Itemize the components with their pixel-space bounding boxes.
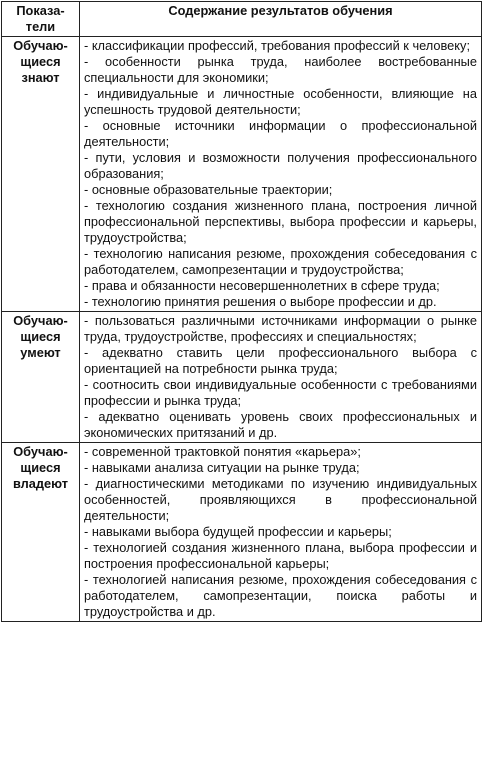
list-item: - классификации профессий, требования профессий к человеку;	[84, 38, 470, 53]
list-item: - современной трактовкой понятия «карьера»;	[84, 444, 361, 459]
list-item: - основные образовательные траектории;	[84, 182, 333, 197]
list-item: - права и обязанности несовершеннолетних в сфере труда;	[84, 278, 440, 293]
content-header: Содержание результатов обучения	[80, 2, 482, 37]
content-master	[80, 443, 482, 622]
indicators-header: Показа- тели	[2, 2, 80, 37]
indicator-know: Обучаю- щиеся знают	[2, 37, 80, 312]
list-item: - индивидуальные и личностные особенности, влияющие на успешность трудовой деятельности;	[84, 86, 477, 117]
list-item: - пути, условия и возможности получения профессионального образования;	[84, 150, 477, 181]
table-row-can	[2, 312, 482, 443]
list-item: - адекватно оценивать уровень своих профессиональных и экономических притязаний и др.	[84, 409, 477, 440]
table-header-row	[2, 2, 482, 37]
content-can	[80, 312, 482, 443]
list-item: - особенности рынка труда, наиболее востребованные специальности для экономики;	[84, 54, 477, 85]
list-item: - технологию написания резюме, прохождения собеседования с работодателем, самопрезентации и трудоустройства;	[84, 246, 477, 277]
indicator-can: Обучаю- щиеся умеют	[2, 312, 80, 443]
list-item: - технологией создания жизненного плана, выбора профессии и построения профессиональной карьеры;	[84, 540, 477, 571]
list-item: - навыками анализа ситуации на рынке труда;	[84, 460, 360, 475]
table-row-know	[2, 37, 482, 312]
content-know	[80, 37, 482, 312]
list-item: - основные источники информации о профессиональной деятельности;	[84, 118, 477, 149]
list-item: - адекватно ставить цели профессионального выбора с ориентацией на потребности рынка труда;	[84, 345, 477, 376]
list-item: - соотносить свои индивидуальные особенности с требованиями профессии и рынка труда;	[84, 377, 477, 408]
list-item: - технологию создания жизненного плана, построения личной профессиональной перспективы, выбора профессии и карьеры, трудоустройства;	[84, 198, 477, 245]
list-item: - навыками выбора будущей профессии и карьеры;	[84, 524, 392, 539]
list-item: - технологией написания резюме, прохождения собеседования с работодателем, самопрезентации, поиска работы и трудоустройства и др.	[84, 572, 477, 619]
indicator-master: Обучаю- щиеся владеют	[2, 443, 80, 622]
learning-results-table	[1, 1, 482, 622]
list-item: - технологию принятия решения о выборе профессии и др.	[84, 294, 437, 309]
table-row-master	[2, 443, 482, 622]
list-item: - диагностическими методиками по изучению индивидуальных особенностей, проявляющихся в профессиональной деятельности;	[84, 476, 477, 523]
list-item: - пользоваться различными источниками информации о рынке труда, трудоустройстве, профессиях и специальностях;	[84, 313, 477, 344]
